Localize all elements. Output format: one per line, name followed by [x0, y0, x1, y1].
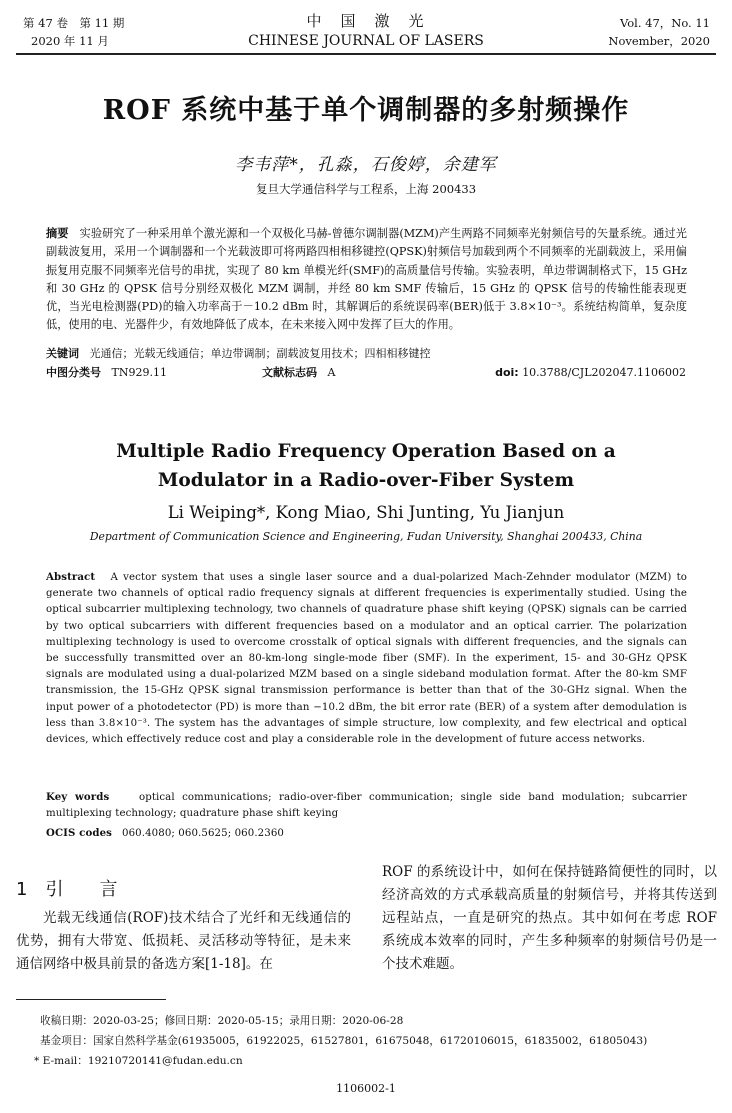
authors-cn: 李韦萍*，孔淼，石俊婷，余建军	[235, 155, 497, 175]
clc-value: TN929.11	[111, 366, 167, 379]
header-rule	[16, 53, 716, 55]
doccode-label: 文献标志码	[262, 366, 317, 379]
abstract-en-text: A vector system that uses a single laser source and a dual-polarized Mach-Zehnder modulator (MZM) to generate two channels of optical radio frequency signals at different frequencies is experimentally studied. Using the optical subcarrier multiplexing technology, two channels of quadrature phase shift keying (QPSK) signals can be carried by two optical subcarriers with different frequencies based on a modulator and an optical carrier. The polarization multiplexing technology is used to overcome crosstalk of optical signals with different frequencies, and the signals can be successfully transmitted over an 80-km-long single-mode fiber (SMF). In the experiment, 15- and 30-GHz QPSK signals are modulated using a dual-polarized MZM based on a single sideband modulation format. After the 80-km SMF transmission, the 15-GHz QPSK signal transmission performance is better than that of the 30-GHz signal. When the input power of a photodetector (PD) is more than −10.2 dBm, the bit error rate (BER) of a system after demodulation is less than 3.8×10⁻³. The system has the advantages of simple structure, low complexity, and few electrical and optical devices, which effectively reduce cost and play a considerable role in the development of future access networks.	[46, 572, 688, 746]
abstract-cn	[46, 225, 687, 335]
doccode-value: A	[327, 366, 336, 379]
abstract-en	[46, 569, 687, 748]
intro-right-column: ROF 的系统设计中，如何在保持链路简便性的同时，以经济高效的方式承载高质量的射频信号，并将其传送到远程站点，一直是研究的热点。其中如何在考虑 ROF 系统成本效率的同时，产生多种频率的射频信号仍是一个技术难题。	[382, 864, 717, 972]
section-heading-introduction: 1 引 言	[16, 879, 118, 900]
clc-number	[46, 365, 167, 381]
ocis-codes	[46, 825, 687, 842]
doi-label: doi:	[495, 366, 519, 379]
journal-date-cn: 2020 年 11 月	[31, 34, 109, 48]
footnote-dates: 收稿日期：2020-03-25；修回日期：2020-05-15；录用日期：2020-06-28	[40, 1015, 404, 1027]
journal-name-en: CHINESE JOURNAL OF LASERS	[248, 33, 484, 49]
affiliation-cn: 复旦大学通信科学与工程系，上海 200433	[255, 182, 477, 196]
intro-left-column: 光载无线通信(ROF)技术结合了光纤和无线通信的优势，拥有大带宽、低损耗、灵活移动等特征，是未来通信网络中极具前景的备选方案[1-18]。在	[16, 910, 351, 972]
abstract-cn-label: 摘要	[46, 227, 69, 240]
page-number: 1106002-1	[336, 1082, 396, 1095]
paper-title-cn: ROF 系统中基于单个调制器的多射频操作	[102, 95, 630, 126]
abstract-en-label: Abstract	[46, 571, 96, 583]
ocis-text: 060.4080; 060.5625; 060.2360	[122, 828, 284, 839]
journal-date-en: November，2020	[608, 34, 710, 48]
authors-en: Li Weiping*, Kong Miao, Shi Junting, Yu Jianjun	[167, 503, 565, 522]
journal-name-cn: 中 国 激 光	[306, 12, 426, 30]
document-code	[262, 365, 335, 381]
footnote-email[interactable]: * E-mail：19210720141@fudan.edu.cn	[34, 1055, 243, 1067]
paper-title-en: Multiple Radio Frequency Operation Based on a Modulator in a Radio-over-Fiber System	[116, 441, 616, 491]
journal-volume-issue: 第 47 卷 第 11 期	[23, 16, 125, 30]
keywords-cn	[46, 346, 687, 362]
keywords-en-label: Key words	[46, 791, 110, 803]
abstract-cn-text: 实验研究了一种采用单个激光源和一个双极化马赫-曾德尔调制器(MZM)产生两路不同频率光射频信号的矢量系统。通过光副载波复用，采用一个调制器和一个光载波即可将两路四相相移键控(QPSK)射频信号加载到两个不同频率的光副载波上，采用偏振复用克服不同频率光信号的串扰，实现了 80 km 单模光纤(SMF)的高质量信号传输。实验表明，单边带调制格式下，15 GHz 和 30 GHz 的 QPSK 信号分别经双极化 MZM 调制，并经 80 km SMF 传输后，15 GHz 的 QPSK 信号的传输性能表现更优，当光电检测器(PD)的输入功率高于－10.2 dBm 时，其解调后的系统误码率(BER)低于 3.8×10⁻³。系统结构简单，复杂度低，使用的电、光器件少，有效地降低了成本，在未来接入网中发挥了巨大的作用。	[46, 227, 687, 332]
keywords-en	[46, 789, 687, 822]
footnote-rule	[16, 999, 166, 1000]
keywords-cn-label: 关键词	[46, 347, 79, 360]
keywords-en-text: optical communications; radio-over-fiber communication; single side band modulation; subcarrier multiplexing technology; quadrature phase shift keying	[46, 792, 687, 820]
keywords-cn-text: 光通信；光载无线通信；单边带调制；副载波复用技术；四相相移键控	[89, 347, 431, 360]
ocis-label: OCIS codes	[46, 827, 112, 839]
footnote-fund: 基金项目：国家自然科学基金(61935005，61922025，61527801，61675048，61720106015，61835002，61805043)	[40, 1035, 648, 1047]
doi-link[interactable]: 10.3788/CJL202047.1106002	[522, 366, 686, 379]
clc-label: 中图分类号	[46, 366, 101, 379]
affiliation-en: Department of Communication Science and Engineering, Fudan University, Shanghai 200433, China	[89, 530, 643, 543]
journal-vol-en: Vol. 47，No. 11	[619, 16, 710, 30]
doi	[495, 365, 686, 381]
